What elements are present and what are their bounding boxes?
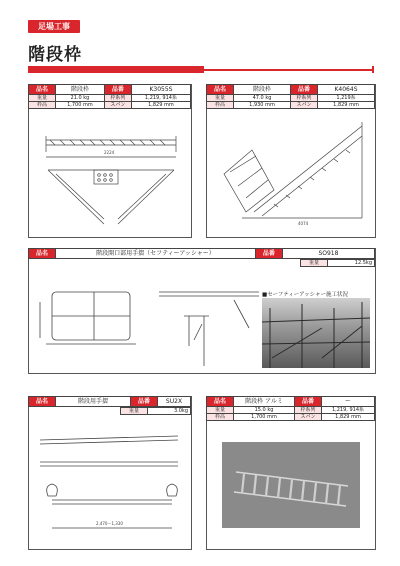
span-value: 1,829 mm [322,414,375,421]
stair-frame-drawing-1 [36,112,184,230]
label-code: 品番 [131,397,158,407]
safety-handrail-drawing [34,280,264,370]
label-code: 品番 [255,249,282,259]
title-underline [28,66,204,73]
series-value: 1,219, 914系 [322,407,375,414]
label-name: 品名 [29,249,56,259]
label-weight: 重量 [207,407,234,414]
spec-table-1 [28,84,191,109]
label-span: スパン [291,102,318,109]
weight-table-4 [120,407,191,415]
page-title: 階段枠 [28,45,82,65]
label-code: 品番 [104,85,131,95]
weight-table-3 [300,259,375,267]
label-height: 枠高 [207,414,234,421]
weight-value: 47.0 kg [234,95,291,102]
label-name: 品名 [207,397,234,407]
product-code: ー [322,397,375,407]
product-code: K3055S [131,85,190,95]
photo-caption: ■セーフティーアッシャー施工状況 [262,292,348,298]
title-underline-end [372,66,374,73]
weight-value: 3.0kg [148,408,191,415]
label-height: 枠高 [29,102,56,109]
label-weight: 重量 [301,260,328,267]
aluminum-stair-photo [222,442,360,528]
product-code: K4064S [318,85,375,95]
label-series: 枠系列 [295,407,322,414]
label-series: 枠系列 [291,95,318,102]
spec-table-5 [206,396,375,421]
spec-table-2 [206,84,375,109]
product-name: 階段枠 [56,85,105,95]
dimension-label: 2,470～1,330 [96,521,123,526]
series-value: 1,219系 [318,95,375,102]
dimension-label: 4074 [298,221,309,226]
label-series: 枠系列 [104,95,131,102]
label-span: スパン [295,414,322,421]
height-value: 1,930 mm [234,102,291,109]
category-badge: 足場工事 [28,20,80,33]
label-name: 品名 [29,85,56,95]
label-code: 品番 [295,397,322,407]
construction-photo [262,298,370,368]
label-weight: 重量 [121,408,148,415]
label-name: 品名 [29,397,56,407]
weight-value: 12.5kg [328,260,375,267]
height-value: 1,700 mm [234,414,295,421]
label-name: 品名 [207,85,234,95]
span-value: 1,829 mm [318,102,375,109]
weight-value: 15.0 kg [234,407,295,414]
product-name: 階段開口部用手摺（セフティーアッシャー） [56,249,256,259]
label-weight: 重量 [29,95,56,102]
span-value: 1,829 mm [131,102,190,109]
weight-value: 21.0 kg [56,95,105,102]
product-code: SU2X [158,397,191,407]
stair-handrail-drawing [34,428,184,544]
height-value: 1,700 mm [56,102,105,109]
stair-frame-drawing-2 [212,112,372,230]
title-underline-thin [204,69,374,71]
product-name: 階段用手摺 [56,397,131,407]
label-span: スパン [104,102,131,109]
spec-table-3 [28,248,375,259]
dimension-label: 2224 [104,150,115,155]
label-weight: 重量 [207,95,234,102]
label-height: 枠高 [207,102,234,109]
spec-table-4 [28,396,191,407]
product-name: 階段枠 [234,85,291,95]
label-code: 品番 [291,85,318,95]
product-code: SO918 [282,249,374,259]
series-value: 1,219, 914系 [131,95,190,102]
product-name: 階段枠 アルミ [234,397,295,407]
